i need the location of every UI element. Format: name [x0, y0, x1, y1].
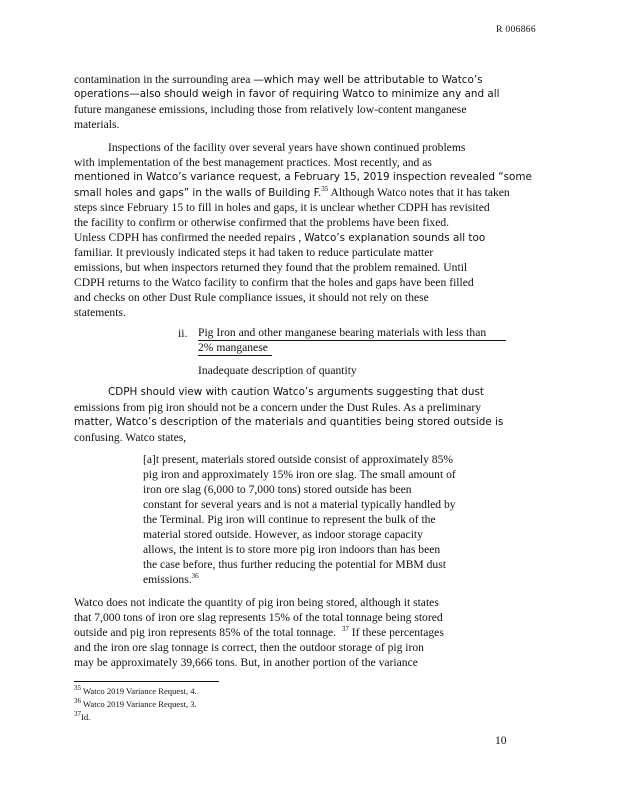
footnote-text: Id.: [81, 712, 91, 722]
footnote-37: [74, 712, 90, 723]
quote-line1: [a]t present, materials stored outside consist of approximately 85%: [143, 453, 454, 466]
para1-line1-a: contamination in the surrounding area: [74, 73, 254, 86]
quote-line4: constant for several years and is not a material typically handled by: [143, 498, 456, 511]
footnote-text: Watco 2019 Variance Request, 3.: [81, 699, 197, 709]
document-reference: R 006866: [496, 24, 536, 35]
footnote-ref-37[interactable]: 37: [341, 625, 349, 634]
heading-title-line2: 2% manganese: [198, 341, 272, 356]
para1-line2: operations—also should weigh in favor of requiring Watco to minimize any and all: [74, 88, 500, 100]
para3-line1: CDPH should view with caution Watco’s arguments suggesting that dust: [108, 386, 484, 398]
footnote-35: [74, 686, 197, 697]
para2-line4-a: small holes and gaps” in the walls of Building F.: [74, 187, 322, 199]
para2-line12: statements.: [74, 306, 126, 319]
para1-line3: future manganese emissions, including those from relatively low-content manganese: [74, 103, 467, 116]
para2-line6: the facility to confirm or otherwise confirmed that the problems have been fixed.: [74, 216, 450, 229]
para2-line1: Inspections of the facility over several years have shown continued problems: [108, 141, 466, 154]
para4-line5: may be approximately 39,666 tons. But, in another portion of the variance: [74, 656, 418, 669]
footnote-number: 36: [74, 697, 81, 706]
para4-line3-b: If these percentages: [348, 626, 444, 639]
quote-line9: emissions.: [143, 573, 192, 586]
page-number: 10: [495, 734, 507, 747]
para2-line2: with implementation of the best management practices. Most recently, and as: [74, 156, 432, 169]
footnote-number: 35: [74, 684, 81, 693]
quote-line3: iron ore slag (6,000 to 7,000 tons) stored outside has been: [143, 483, 412, 496]
footnote-number: 37: [74, 710, 81, 719]
para2-line9: emissions, but when inspectors returned they found that the problem remained. Until: [74, 261, 468, 274]
para1-line1-b: —which may well be attributable to Watco’s: [253, 74, 483, 86]
para2-line7-a: Unless CDPH has confirmed the needed repairs ,: [74, 231, 305, 244]
footnote-36: [74, 699, 197, 710]
footnote-ref-36[interactable]: 36: [191, 572, 199, 581]
para2-line3: mentioned in Watco’s variance request, a February 15, 2019 inspection revealed “some: [74, 171, 532, 183]
para3-line3: matter, Watco’s description of the materials and quantities being stored outside is: [74, 416, 504, 428]
footnote-ref-35[interactable]: 35: [321, 185, 329, 194]
quote-line8: the case before, thus further reducing the potential for MBM dust: [143, 558, 446, 571]
para4-line4: and the iron ore slag tonnage is correct, then the outdoor storage of pig iron: [74, 641, 424, 654]
quote-line2: pig iron and approximately 15% iron ore slag. The small amount of: [143, 468, 456, 481]
para2-line5: steps since February 15 to fill in holes and gaps, it is unclear whether CDPH has revisited: [74, 201, 490, 214]
para4-line2: that 7,000 tons of iron ore slag represents 15% of the total tonnage being stored: [74, 611, 443, 624]
para2-line7-b: Watco’s explanation sounds all too: [304, 232, 486, 244]
quote-line6: material stored outside. However, as indoor storage capacity: [143, 528, 423, 541]
quote-line7: allows, the intent is to store more pig iron indoors than has been: [143, 543, 441, 556]
para2-line11: and checks on other Dust Rule compliance issues, it should not rely on these: [74, 291, 429, 304]
footnote-text: Watco 2019 Variance Request, 4.: [81, 686, 197, 696]
para2-line4-b: Although Watco notes that it has taken: [328, 186, 510, 199]
para2-line10: CDPH returns to the Watco facility to confirm that the holes and gaps have been filled: [74, 276, 474, 289]
para4-line3-a: outside and pig iron represents 85% of the total tonnage.: [74, 626, 342, 639]
heading-number: ii.: [178, 327, 188, 340]
heading-title-line1: Pig Iron and other manganese bearing materials with less than: [198, 326, 506, 341]
footnote-separator: [74, 681, 219, 682]
para3-line4: confusing. Watco states,: [74, 431, 187, 444]
para3-line2: emissions from pig iron should not be a concern under the Dust Rules. As a preliminary: [74, 401, 481, 414]
para2-line8: familiar. It previously indicated steps it had taken to reduce particulate matter: [74, 246, 434, 259]
para1-line4: materials.: [74, 118, 120, 131]
para4-line1: Watco does not indicate the quantity of pig iron being stored, although it states: [74, 596, 439, 609]
quote-line5: the Terminal. Pig iron will continue to represent the bulk of the: [143, 513, 436, 526]
subheading: Inadequate description of quantity: [198, 364, 357, 377]
